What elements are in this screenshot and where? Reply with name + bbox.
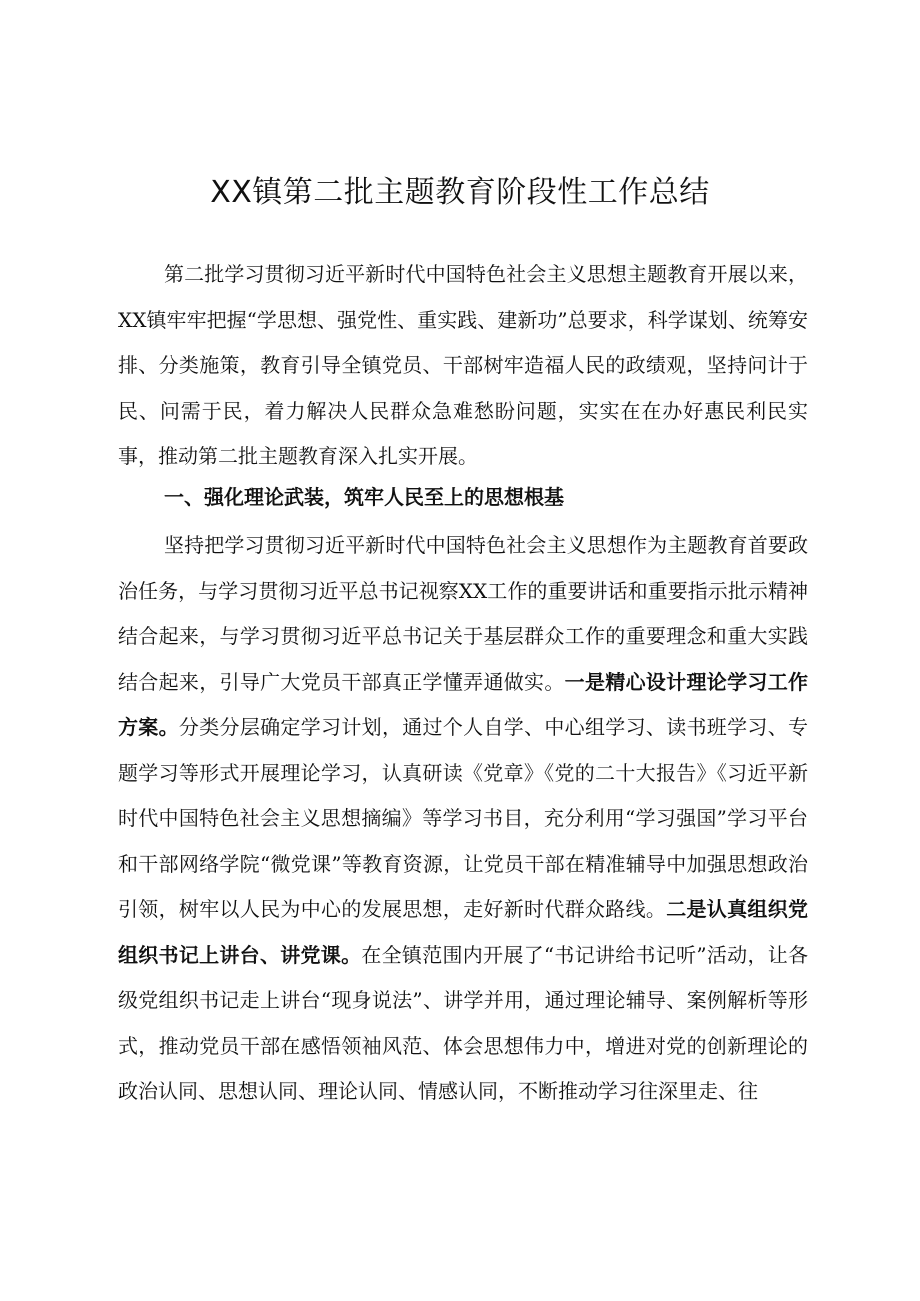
- section-bold-point-1: 一是精心设计理论学习工作方案。: [118, 669, 809, 739]
- section-text-c: 分类分层确定学习计划，通过个人自学、中心组学习、读书班学习、专题学习等形式开展理论学习，认真研读《党章》《党的二十大报告》《习近平新时代中国特色社会主义思想摘编》等学习书目，充分利用“学习强国”学习平台和干部网络学院“微党课”等教育资源，让党员干部在精准辅导中加强思想政治引领，树牢以人民为中心的发展思想，走好新时代群众路线。: [118, 715, 809, 921]
- section-text-e: 在全镇范围内开展了“书记讲给书记听”活动，让各级党组织书记走上讲台“现身说法”、讲学并用，通过理论辅导、案例解析等形式，推动党员干部在感悟领袖风范、体会思想伟力中，增进对党的创新理论的政治认同、思想认同、理论认同、情感认同，不断推动学习往深里走、往: [118, 942, 809, 1103]
- document-title: XX镇第二批主题教育阶段性工作总结: [210, 175, 710, 210]
- section-heading: 一、强化理论武装，筑牢人民至上的思想根基: [164, 485, 564, 509]
- section-paragraph: [118, 523, 808, 1115]
- intro-paragraph: 第二批学习贯彻习近平新时代中国特色社会主义思想主题教育开展以来，XX镇牢牢把握“学思想、强党性、重实践、建新功”总要求，科学谋划、统筹安排、分类施策，教育引导全镇党员、干部树牢造福人民的政绩观，坚持问计于民、问需于民，着力解决人民群众急难愁盼问题，实实在在办好惠民利民实事，推动第二批主题教育深入扎实开展。: [118, 262, 808, 468]
- section-text-a: 坚持把学习贯彻习近平新时代中国特色社会主义思想作为主题教育首要政治任务，与学习贯彻习近平总书记视察XX工作的重要讲话和重要指示批示精神结合起来，与学习贯彻习近平总书记关于基层群众工作的重要理念和重大实践结合起来，引导广大党员干部真正学懂弄通做实。: [118, 533, 808, 694]
- section-bold-point-2: 二是认真组织党组织书记上讲台、讲党课。: [118, 897, 809, 967]
